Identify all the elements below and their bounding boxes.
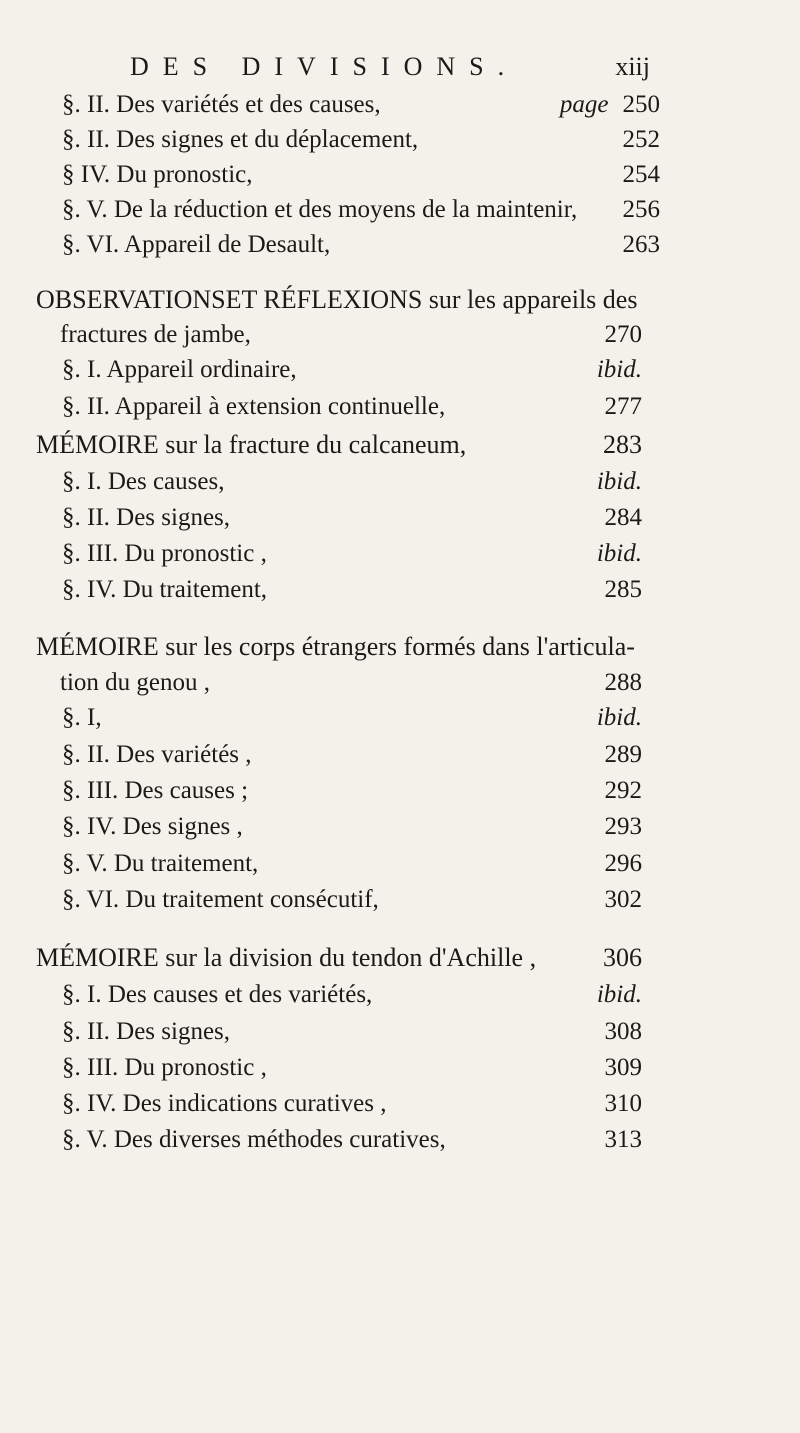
- toc-entry-text: §. IV. Des signes ,: [62, 813, 243, 840]
- toc-entry-page: 310: [604, 1090, 642, 1117]
- toc-entry-page: ibid.: [596, 356, 642, 383]
- toc-entry-text: MÉMOIRE sur la division du tendon d'Achille ,: [36, 943, 537, 972]
- toc-entry-page: page 250: [559, 91, 660, 118]
- toc-entry-text: OBSERVATIONSET RÉFLEXIONS sur les appareils des: [36, 285, 638, 314]
- toc-entry-page: 306: [603, 943, 642, 972]
- toc-entry-page: 285: [604, 576, 642, 603]
- toc-entry-page: 288: [604, 669, 642, 696]
- toc-entry-page: ibid.: [596, 468, 642, 495]
- toc-entry-text: §. I,: [62, 704, 102, 731]
- toc-entry-page: 313: [604, 1126, 642, 1153]
- toc-entry-text: §. I. Appareil ordinaire,: [62, 356, 297, 383]
- toc-entry-text: §. II. Des variétés ,: [62, 741, 252, 768]
- toc-entry-text: §. III. Du pronostic ,: [62, 540, 267, 567]
- toc-entry-page: 308: [604, 1018, 642, 1045]
- toc-entry-text: §. IV. Du traitement,: [62, 576, 268, 603]
- page-label: page: [559, 91, 609, 118]
- toc-entry-text: §. VI. Du traitement consécutif,: [62, 886, 379, 913]
- toc-entry-page: 277: [604, 393, 642, 420]
- toc-entry-text: tion du genou ,: [60, 669, 210, 696]
- toc-entry-text: §. V. Des diverses méthodes curatives,: [62, 1126, 446, 1153]
- toc-entry-page: 252: [622, 126, 660, 153]
- toc-entry-page: 263: [622, 231, 660, 258]
- toc-entry-text: §. I. Des causes,: [62, 468, 225, 495]
- toc-entry-page: 289: [604, 741, 642, 768]
- toc-entry-text: MÉMOIRE sur la fracture du calcaneum,: [36, 430, 467, 459]
- toc-entry-page: ibid.: [596, 704, 642, 731]
- toc-entry-page: 254: [622, 161, 660, 188]
- page-number: xiij: [615, 52, 650, 81]
- toc-entry-page: 296: [604, 850, 642, 877]
- toc-entry-page: 284: [604, 504, 642, 531]
- toc-entry-text: §. V. Du traitement,: [62, 850, 259, 877]
- running-header: DES DIVISIONS.: [130, 52, 519, 81]
- toc-entry-text: MÉMOIRE sur les corps étrangers formés dans l'articula-: [36, 632, 635, 661]
- toc-entry-text: §. III. Des causes ;: [62, 777, 249, 804]
- toc-entry-text: §. III. Du pronostic ,: [62, 1054, 267, 1081]
- toc-entry-text: fractures de jambe,: [60, 321, 251, 348]
- toc-entry-page: 292: [604, 777, 642, 804]
- toc-entry-text: §. II. Appareil à extension continuelle,: [62, 393, 446, 420]
- toc-entry-text: §. VI. Appareil de Desault,: [62, 231, 331, 258]
- toc-entry-text: §. II. Des signes,: [62, 504, 231, 531]
- toc-entry-text: § IV. Du pronostic,: [62, 161, 253, 188]
- toc-entry-page: ibid.: [596, 540, 642, 567]
- toc-entry-page: 293: [604, 813, 642, 840]
- toc-entry-page: 309: [604, 1054, 642, 1081]
- toc-entry-text: §. V. De la réduction et des moyens de la maintenir,: [62, 196, 578, 223]
- toc-entry-page: 302: [604, 886, 642, 913]
- toc-entry-text: §. II. Des signes,: [62, 1018, 231, 1045]
- toc-entry-text: §. II. Des signes et du déplacement,: [62, 126, 419, 153]
- toc-entry-page: 270: [604, 321, 642, 348]
- toc-entry-page: ibid.: [596, 981, 642, 1008]
- toc-entry-page: 283: [603, 430, 642, 459]
- toc-entry-text: §. I. Des causes et des variétés,: [62, 981, 373, 1008]
- toc-entry-text: §. II. Des variétés et des causes,: [62, 91, 381, 118]
- toc-entry-page: 256: [622, 196, 660, 223]
- toc-entry-text: §. IV. Des indications curatives ,: [62, 1090, 387, 1117]
